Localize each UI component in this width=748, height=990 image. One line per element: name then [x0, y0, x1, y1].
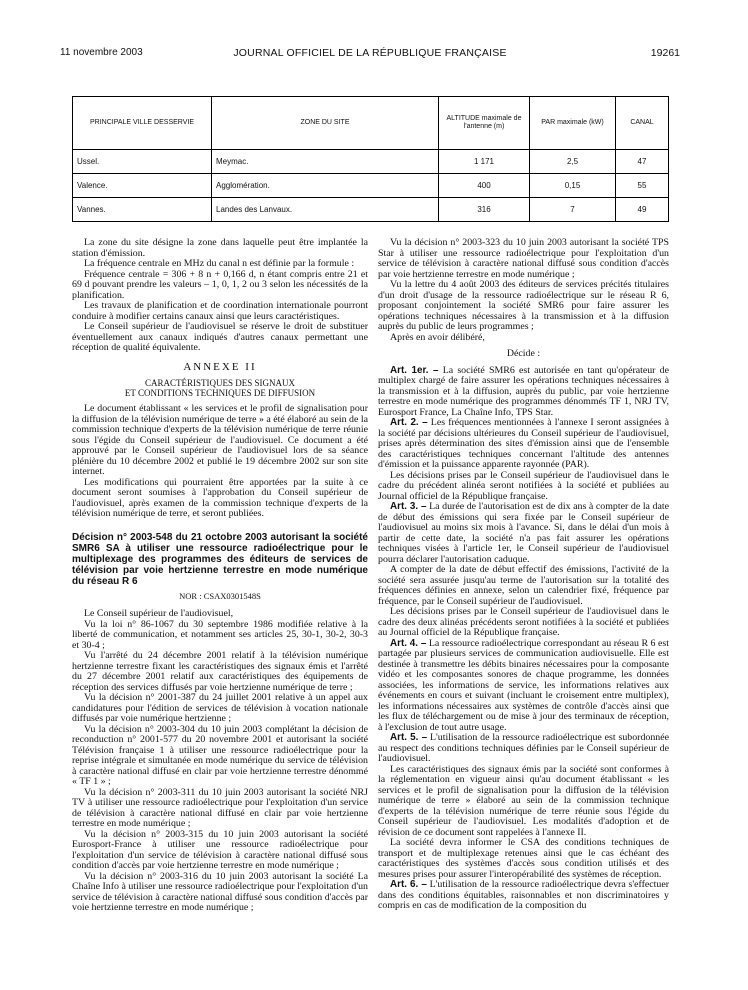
city-cell: Valence.	[73, 174, 212, 198]
city-cell: Ussel.	[73, 150, 212, 174]
article-text: L'utilisation de la ressource radioélectrique est subordonnée au respect des conditions techniques définies par le Conseil supérieur de l'audiovisuel.	[378, 732, 669, 764]
paragraph: La société devra informer le CSA des conditions techniques de transport et de multiplexage retenues ainsi que le cas échéant des caractéristiques des systèmes d'accès sous condition utilisés et des mesures prises pour assurer l'interopérabilité des systèmes de réception.	[378, 837, 669, 880]
paragraph: La zone du site désigne la zone dans laquelle peut être implantée la station d'émission.	[72, 237, 368, 259]
annexe-subtitle-line-2: ET CONDITIONS TECHNIQUES DE DIFFUSION	[124, 388, 316, 398]
canal-cell: 55	[616, 174, 669, 198]
paragraph: Les décisions prises par le Conseil supérieur de l'audiovisuel dans le cadre des deux alinéas précédents seront notifiées à la société et publiées au Journal officiel de la République française.	[378, 606, 669, 638]
journal-title: JOURNAL OFFICIEL DE LA RÉPUBLIQUE FRANÇAISE	[233, 47, 507, 59]
altitude-cell: 1 171	[439, 150, 530, 174]
column-header: PAR maximale (kW)	[530, 97, 616, 150]
decision-title: Décision n° 2003-548 du 21 octobre 2003 autorisant la société SMR6 SA à utiliser une ressource radioélectrique pour le multiplexage des programmes des éditeurs de services de télévision par voie hertzienne terrestre en mode numérique du réseau R 6	[72, 531, 368, 587]
sites-table	[72, 96, 669, 222]
nor-reference: NOR : CSAX0301548S	[179, 590, 261, 601]
article-4	[378, 639, 669, 734]
annexe-subtitle-line-1: CARACTÉRISTIQUES DES SIGNAUX	[144, 378, 295, 388]
article-text: La ressource radioélectrique correspondant au réseau R 6 est partagée par plusieurs services de communication audiovisuelle. Elle est destinée à transmettre les débits binaires nécessaires pour la composante vidéo et les composantes sonores de chaque programme, les données associées, les informations de service, les informations relatives aux événements en cours et suivant (incluant le croisement entre multiplex), les informations nécessaires aux systèmes de contrôle d'accès ainsi que les flux de téléchargement ou de mise à jour des terminaux de réception, à l'exclusion de tout autre usage.	[378, 637, 669, 733]
article-2	[378, 418, 669, 471]
par-cell: 0,15	[530, 174, 616, 198]
canal-cell: 47	[616, 150, 669, 174]
altitude-cell: 400	[439, 174, 530, 198]
altitude-cell: 316	[439, 198, 530, 222]
page-number: 19261	[650, 47, 680, 59]
site-cell: Agglomération.	[212, 174, 439, 198]
right-column	[378, 238, 669, 912]
table-row	[73, 150, 669, 174]
article-label: Art. 6. –	[390, 879, 427, 890]
left-column	[72, 238, 368, 914]
par-cell: 7	[530, 198, 616, 222]
article-label: Art. 2. –	[390, 417, 428, 428]
paragraph: Vu la décision n° 2003-323 du 10 juin 2003 autorisant la société TPS Star à utiliser une ressource radioélectrique pour l'exploitation d'un service de télévision à caractère national diffusé sous condition d'accès par voie hertzienne terrestre en mode numérique ;	[378, 237, 669, 280]
site-cell: Landes des Lanvaux.	[212, 198, 439, 222]
article-label: Art. 5. –	[390, 732, 428, 743]
article-text: Les fréquences mentionnées à l'annexe I seront assignées à la société par décisions ultérieures du Conseil supérieur de l'audiovisuel, prises après détermination des sites d'émission ainsi que de l'ensemble des caractéristiques techniques concernant l'altitude des antennes d'émission et la puissance apparente rayonnée (PAR).	[378, 417, 670, 470]
article-label: Art. 4. –	[390, 637, 427, 649]
header-date: 11 novembre 2003	[60, 47, 143, 58]
table-row	[73, 198, 669, 222]
page-header	[60, 47, 680, 61]
paragraph: Vu la décision n° 2003-315 du 10 juin 2003 autorisant la société Eurosport-France à utiliser une ressource radioélectrique pour l'exploitation d'un service de télévision à caractère national diffusé sous condition d'accès par voie hertzienne terrestre en mode numérique ;	[72, 828, 368, 871]
paragraph: Les décisions prises par le Conseil supérieur de l'audiovisuel dans le cadre du précédent alinéa seront notifiées à la société et publiées au Journal officiel de la République française.	[378, 469, 669, 502]
table-row	[73, 174, 669, 198]
site-cell: Meymac.	[212, 150, 439, 174]
formula-paragraph: Fréquence centrale = 306 + 8 n + 0,166 d, n étant compris entre 21 et 69 d pouvant prendre les valeurs – 1, 0, 1, 2 ou 3 selon les nécessités de la planification.	[72, 268, 368, 301]
column-header: ALTITUDE maximale de l'antenne (m)	[439, 97, 530, 150]
paragraph: Vu la décision n° 2001-387 du 24 juillet 2001 relative à un appel aux candidatures pour l'édition de services de télévision à vocation nationale diffusés par voie numérique hertzienne ;	[72, 692, 368, 724]
article-text: La durée de l'autorisation est de dix ans à compter de la date de début des émissions qui sera fixée par le Conseil supérieur de l'audiovisuel au moins six mois à l'avance. Si, dans le délai d'un mois à partir de cette date, la société n'a pas fait assurer les opérations techniques visées à l'article 1er, le Conseil supérieur de l'audiovisuel pourra déclarer l'autorisation caduque.	[378, 501, 670, 565]
paragraph: Vu la lettre du 4 août 2003 des éditeurs de services précités titulaires d'un droit d'usage de la ressource radioélectrique sur le réseau R 6, proposant conjointement la société SMR6 pour faire assurer les opérations techniques nécessaires à la transmission et à la diffusion auprès du public de leurs programmes ;	[378, 279, 669, 332]
paragraph: Vu la décision n° 2003-311 du 10 juin 2003 autorisant la société NRJ TV à utiliser une ressource radioélectrique pour l'exploitation d'un service de télévision à caractère national diffusé en clair par voie hertzienne terrestre en mode numérique ;	[72, 786, 368, 829]
article-3	[378, 502, 669, 565]
annexe-subtitle	[72, 378, 368, 398]
article-text: L'utilisation de la ressource radioélectrique devra s'effectuer dans des conditions équitables, raisonnables et non discriminatoires y compris en cas de modification de la composition du	[378, 879, 669, 911]
annexe-heading: ANNEXE II	[183, 360, 257, 373]
paragraph: A compter de la date de début effectif des émissions, l'activité de la société sera assurée jusqu'au terme de l'autorisation sur la totalité des fréquences définies en annexe, selon un calendrier fixé, fréquence par fréquence, par le Conseil supérieur de l'audiovisuel.	[378, 564, 669, 607]
paragraph: Le document établissant « les services et le profil de signalisation pour la diffusion de la télévision numérique de terre » a été élaboré au sein de la commission technique d'experts de la télévision numérique de terre réunie sous l'égide du Conseil supérieur de l'audiovisuel. Ce document a été approuvé par le Conseil supérieur de l'audiovisuel lors de sa séance plénière du 10 décembre 2002 et publié le 19 décembre 2002 sur son site internet.	[72, 403, 368, 477]
table-header-row	[73, 97, 669, 150]
paragraph: Vu la décision n° 2003-304 du 10 juin 2003 complétant la décision de reconduction n° 2001-577 du 20 novembre 2001 et autorisant la société Télévision française 1 à utiliser une ressource radioélectrique pour la reprise intégrale et simultanée en mode numérique du service de télévision à caractère national diffusé en clair par voie hertzienne terrestre dénommé « TF 1 » ;	[72, 723, 368, 787]
decide-heading: Décide :	[506, 348, 541, 359]
paragraph: Les modifications qui pourraient être apportées par la suite à ce document seront soumises à l'approbation du Conseil supérieur de l'audiovisuel, après examen de la commission technique d'experts de la télévision numérique de terre, et seront publiées.	[72, 476, 368, 519]
canal-cell: 49	[616, 198, 669, 222]
column-header: ZONE DU SITE	[212, 97, 439, 150]
article-5	[378, 733, 669, 765]
paragraph: Vu la décision n° 2003-316 du 10 juin 2003 autorisant la société La Chaîne Info à utiliser une ressource radioélectrique pour l'exploitation d'un service de télévision à caractère national diffusé sous condition d'accès par voie hertzienne terrestre en mode numérique ;	[72, 870, 368, 913]
paragraph: Après en avoir délibéré,	[390, 331, 485, 343]
paragraph: Le Conseil supérieur de l'audiovisuel se réserve le droit de substituer éventuellement aux canaux indiqués d'autres canaux permettant une réception de qualité équivalente.	[72, 321, 368, 353]
paragraph: Le Conseil supérieur de l'audiovisuel,	[84, 608, 234, 619]
article-6	[378, 880, 669, 912]
city-cell: Vannes.	[73, 198, 212, 222]
paragraph: Les travaux de planification et de coordination internationale pourront conduire à modifier certains canaux ainsi que leurs caractéristiques.	[72, 300, 368, 322]
paragraph: Les caractéristiques des signaux émis par la société sont conformes à la réglementation en vigueur ainsi qu'au document établissant « les services et le profil de signalisation pour la diffusion de la télévision numérique de terre » élaboré au sein de la commission technique d'experts de la télévision numérique de terre réunie sous l'égide du Conseil supérieur de l'audiovisuel. Les modalités d'adoption et de révision de ce document sont rappelées à l'annexe II.	[378, 763, 669, 838]
article-label: Art. 3. –	[390, 501, 427, 512]
paragraph: La fréquence centrale en MHz du canal n est définie par la formule :	[84, 258, 355, 269]
article-label: Art. 1er. –	[390, 364, 439, 376]
par-cell: 2,5	[530, 150, 616, 174]
article-1	[378, 366, 669, 419]
paragraph: Vu la loi n° 86-1067 du 30 septembre 1986 modifiée relative à la liberté de communication, et notamment ses articles 25, 30-1, 30-2, 30-3 et 30-4 ;	[72, 618, 368, 651]
column-header: PRINCIPALE VILLE DESSERVIE	[73, 97, 212, 150]
column-header: CANAL	[616, 97, 669, 150]
article-text: La société SMR6 est autorisée en tant qu'opérateur de multiplex chargé de faire assurer les opérations techniques nécessaires à la transmission et à la diffusion, auprès du public, par voie hertzienne terrestre en mode numérique des programmes dénommés TF 1, NRJ TV, Eurosport France, La Chaîne Info, TPS Star.	[378, 364, 670, 418]
paragraph: Vu l'arrêté du 24 décembre 2001 relatif à la télévision numérique hertzienne terrestre fixant les caractéristiques des signaux émis et l'arrêté du 27 décembre 2001 relatif aux caractéristiques des équipements de réception des services diffusés par voie hertzienne numérique de terre ;	[72, 650, 368, 693]
